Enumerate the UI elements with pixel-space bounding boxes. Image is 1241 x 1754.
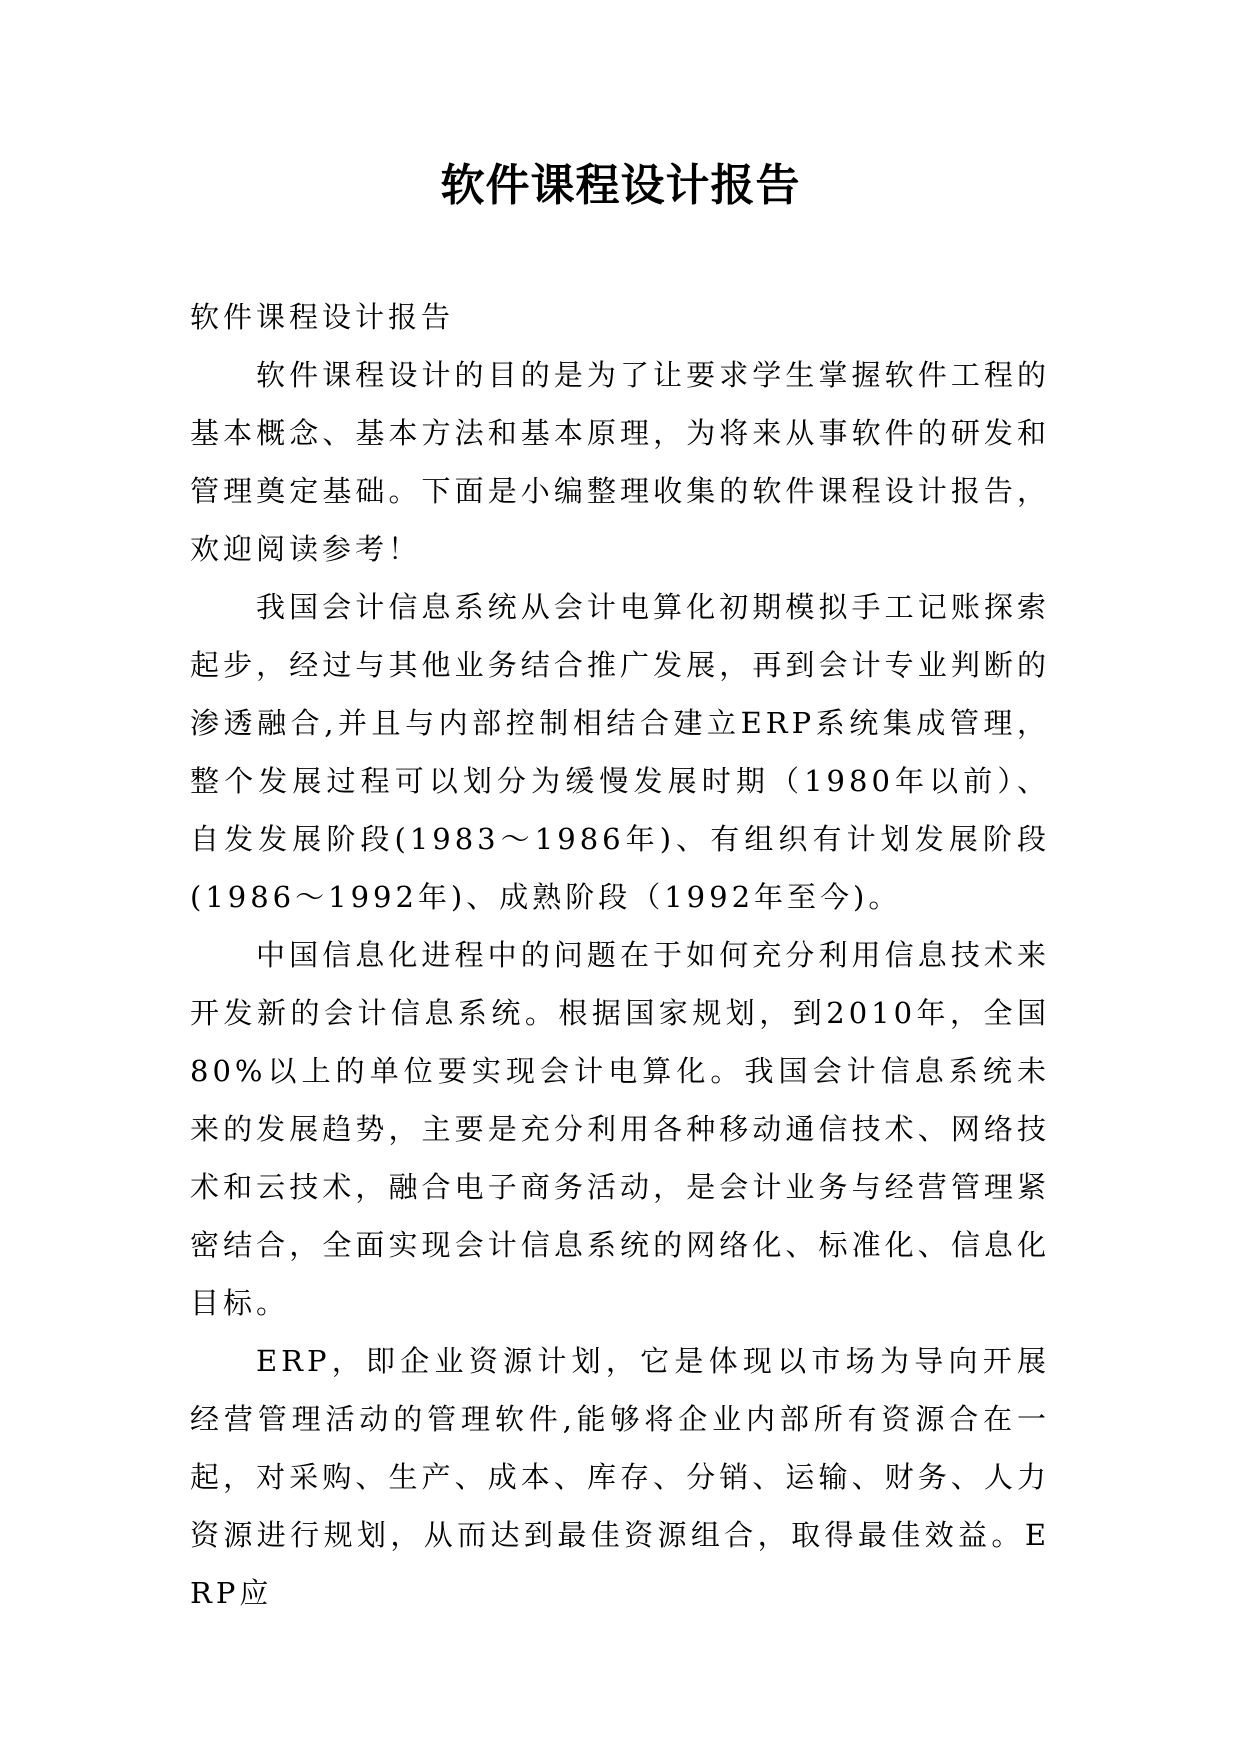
document-title: 软件课程设计报告 [440, 160, 801, 211]
paragraph-erp: ERP，即企业资源计划，它是体现以市场为导向开展经营管理活动的管理软件,能够将企业内部所有资源合在一起，对采购、生产、成本、库存、分销、运输、财务、人力资源进行规划，从而达到最佳资源组合，取得最佳效益。ERP应 [190, 1344, 1050, 1610]
document-body [190, 288, 1050, 1622]
paragraph-intro: 软件课程设计的目的是为了让要求学生掌握软件工程的基本概念、基本方法和基本原理，为将来从事软件的研发和管理奠定基础。下面是小编整理收集的软件课程设计报告，欢迎阅读参考！ [190, 358, 1050, 566]
paragraph-history: 我国会计信息系统从会计电算化初期模拟手工记账探索起步，经过与其他业务结合推广发展，再到会计专业判断的渗透融合,并且与内部控制相结合建立ERP系统集成管理，整个发展过程可以划分为缓慢发展时期（1980年以前）、自发发展阶段(1983～1986年)、有组织有计划发展阶段(1986～1992年)、成熟阶段（1992年至今)。 [190, 590, 1050, 914]
paragraph-trends: 中国信息化进程中的问题在于如何充分利用信息技术来开发新的会计信息系统。根据国家规划，到2010年，全国80%以上的单位要实现会计电算化。我国会计信息系统未来的发展趋势，主要是充分利用各种移动通信技术、网络技术和云技术，融合电子商务活动，是会计业务与经营管理紧密结合，全面实现会计信息系统的网络化、标准化、信息化目标。 [190, 938, 1050, 1320]
body-heading: 软件课程设计报告 [190, 300, 455, 334]
